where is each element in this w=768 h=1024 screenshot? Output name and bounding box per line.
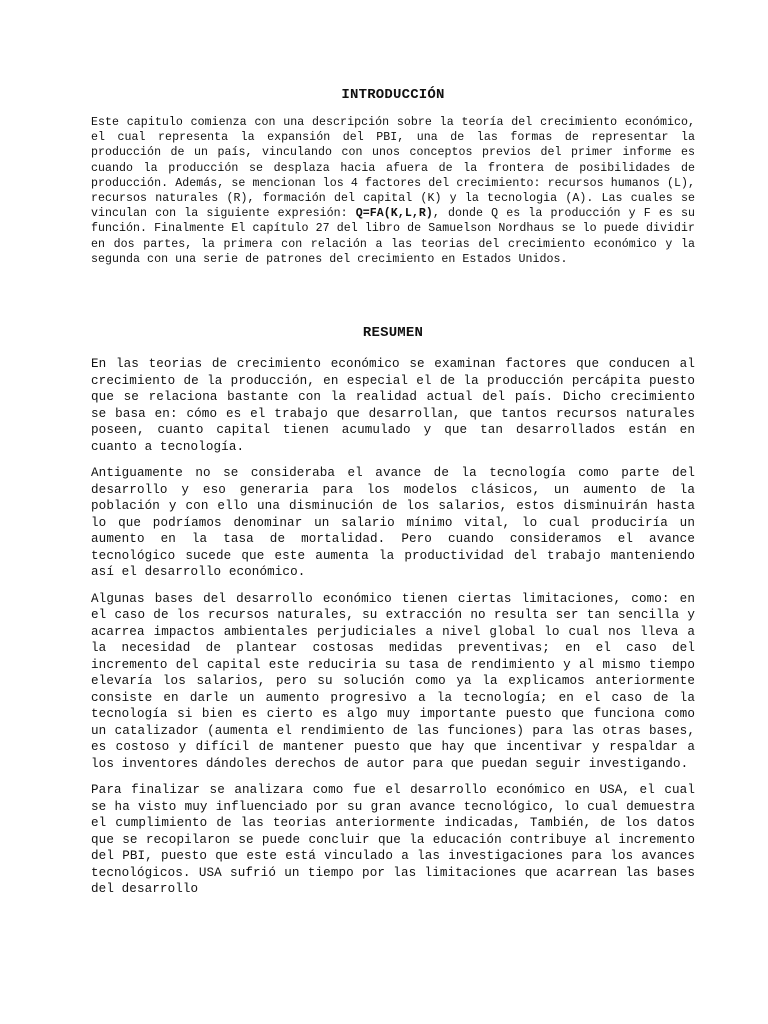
introduccion-paragraph: [91, 115, 695, 267]
resumen-paragraph-4: Para finalizar se analizara como fue el desarrollo económico en USA, el cual se ha visto muy influenciado por su gran avance tecnológico, lo cual demuestra el cumplimiento de las teorias anteriormente indicadas, También, de los datos que se recopilaron se puede concluir que la educación contribuye al incremento del PBI, puesto que este está vinculado a las investigaciones para los avances tecnológicos. USA sufrió un tiempo por las limitaciones que acarrean las bases del desarrollo: [91, 783, 695, 897]
resumen-heading: RESUMEN: [362, 325, 424, 342]
introduccion-text-part-1: Este capitulo comienza con una descripción sobre la teoría del crecimiento económico, el cual representa la expansión del PBI, una de las formas de representar la producción de un país, vinculando con unos conceptos previos del primer informe es cuando la producción se desplaza hacia afuera de la frontera de posibilidades de producción. Además, se mencionan los 4 factores del crecimiento: recursos humanos (L), recursos naturales (R), formación del capital (K) y la tecnologia (A). Las cuales se vinculan con la siguiente expresión:: [91, 116, 695, 221]
introduccion-heading: INTRODUCCIÓN: [341, 87, 445, 103]
formula-expression: Q=FA(K,L,R): [355, 207, 433, 221]
resumen-paragraph-1: En las teorias de crecimiento económico se examinan factores que conducen al crecimiento de la producción, en especial el de la producción percápita puesto que se relaciona bastante con la realidad actual del país. Dicho crecimiento se basa en: cómo es el trabajo que desarrollan, que tantos recursos naturales poseen, cuanto capital tienen acumulado y que tan desarrollados están en cuanto a tecnología.: [91, 357, 695, 454]
resumen-paragraph-2: Antiguamente no se consideraba el avance de la tecnología como parte del desarrollo y eso generaria para los modelos clásicos, un aumento de la población y con ello una disminución de los salarios, estos disminuirán hasta lo que podríamos denominar un salario mínimo vital, lo cual produciría un aumento en la tasa de mortalidad. Pero cuando consideramos el avance tecnológico sucede que este aumenta la productividad del trabajo manteniendo así el desarrollo económico.: [91, 466, 695, 580]
introduccion-text-part-2: , donde Q es la producción y F es su función. Finalmente El capítulo 27 del libro de Samuelson Nordhaus se lo puede dividir en dos partes, la primera con relación a las teorias del crecimiento económico y la segunda con una serie de patrones del crecimiento en Estados Unidos.: [91, 207, 695, 266]
resumen-paragraph-3: Algunas bases del desarrollo económico tienen ciertas limitaciones, como: en el caso de los recursos naturales, su extracción no resulta ser tan sencilla y acarrea impactos ambientales perjudiciales a nivel global lo cual nos lleva a la necesidad de plantear costosas medidas preventivas; en el caso del incremento del capital este reduciria su tasa de rendimiento y al mismo tiempo elevaría los salarios, pero su solución como ya la explicamos anteriormente consiste en darle un aumento progresivo a la tecnología; en el caso de la tecnología si bien es cierto es algo muy importante puesto que funciona como un catalizador (aumenta el rendimiento de las funciones) para las otras bases, es costoso y difícil de mantener puesto que hay que incentivar y respaldar a los inventores dándoles derechos de autor para que puedan seguir investigando.: [91, 591, 695, 771]
document-page: [91, 0, 695, 898]
